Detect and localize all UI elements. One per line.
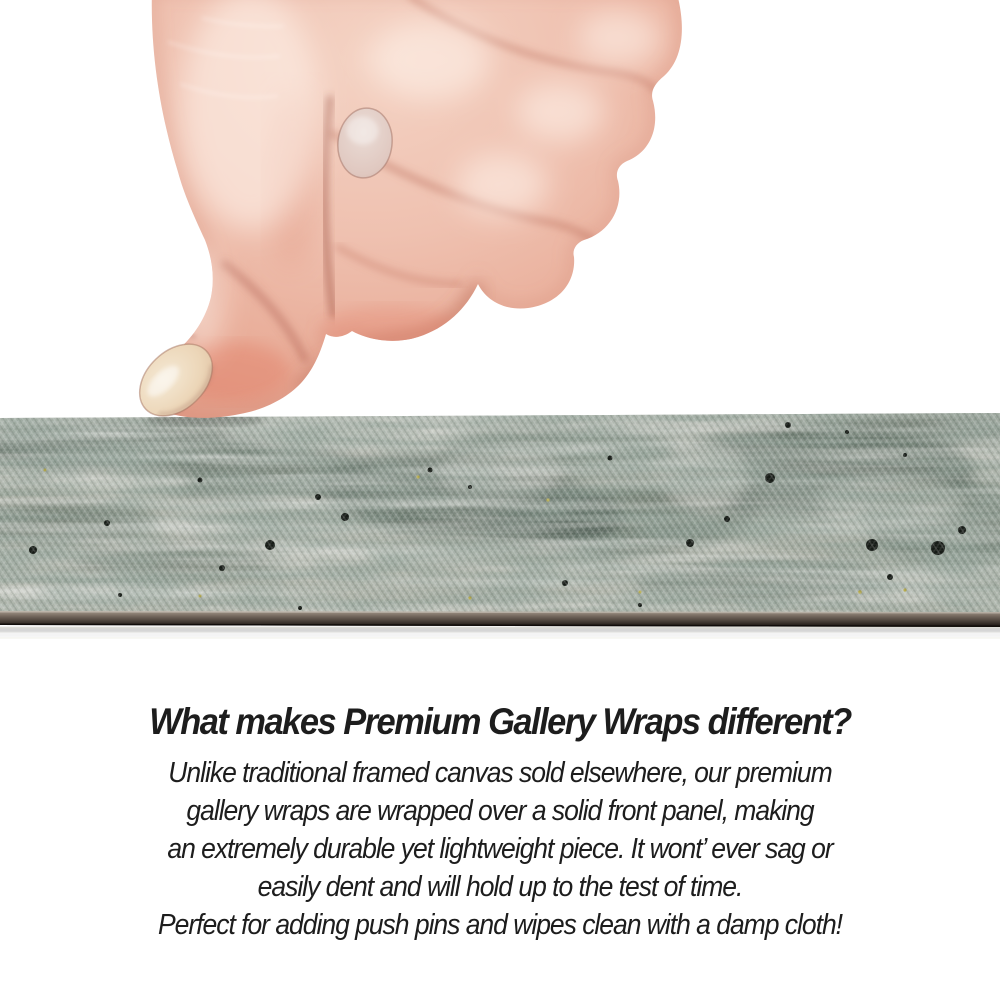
headline: What makes Premium Gallery Wraps different? [149,701,851,742]
canvas-texture [0,410,1000,615]
marketing-copy [0,701,1000,944]
body-line-4: easily dent and will hold up to the test of time. [257,871,743,903]
body-line-3: an extremely durable yet lightweight piece. It wont’ ever sag or [167,833,833,865]
fist-pressing-thumb-image [0,0,1000,440]
body-line-2: gallery wraps are wrapped over a solid front panel, making [186,795,814,827]
body-line-1: Unlike traditional framed canvas sold elsewhere, our premium [168,757,832,789]
canvas-strip [0,410,1000,650]
canvas-shadow [0,627,1000,638]
canvas-edge [0,611,1000,627]
body-line-5: Perfect for adding push pins and wipes clean with a damp cloth! [157,909,843,941]
